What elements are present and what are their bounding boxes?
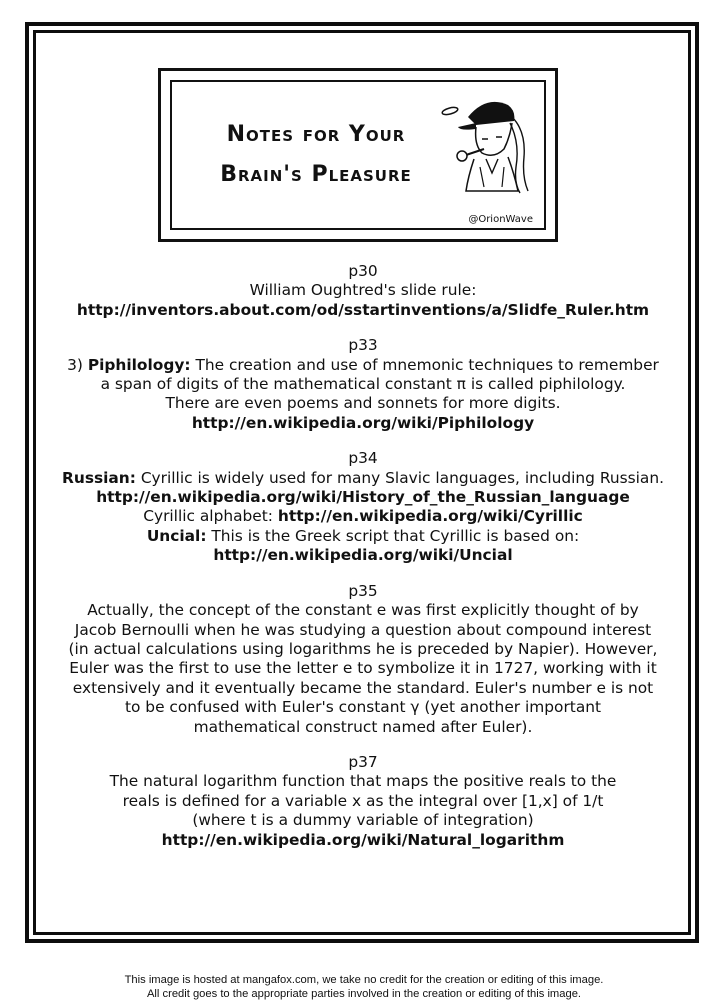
reference-link[interactable]: http://en.wikipedia.org/wiki/Uncial [213, 546, 513, 565]
term-label: Russian: [62, 468, 136, 487]
note-line [40, 488, 686, 507]
note-line [40, 601, 686, 620]
note-line [40, 507, 686, 526]
note-line [40, 772, 686, 791]
page-reference: p34 [348, 449, 378, 468]
note-section-p34 [40, 449, 686, 565]
note-line [40, 718, 686, 737]
note-text: (where t is a dummy variable of integration) [192, 811, 534, 830]
reference-link[interactable]: http://inventors.about.com/od/sstartinventions/a/Slidfe_Ruler.htm [76, 300, 650, 319]
note-text: to be confused with Euler's constant γ (yet another important [124, 698, 602, 717]
note-line [40, 414, 686, 433]
note-line [40, 792, 686, 811]
note-line [40, 469, 686, 488]
note-text: (in actual calculations using logarithms he is preceded by Napier). However, [68, 639, 658, 658]
note-line [40, 546, 686, 565]
note-text: reals is defined for a variable x as the integral over [1,x] of 1/t [122, 791, 604, 810]
note-text: William Oughtred's slide rule: [249, 281, 477, 300]
note-text: The creation and use of mnemonic techniques to remember [190, 355, 659, 374]
note-line [40, 301, 686, 320]
note-text: This is the Greek script that Cyrillic is based on: [206, 526, 580, 545]
note-line [40, 679, 686, 698]
term-label: Uncial: [146, 526, 207, 545]
note-text: Euler was the first to use the letter e to symbolize it in 1727, working with it [69, 659, 657, 678]
title-line-2: Brain's Pleasure [220, 162, 412, 187]
reference-link[interactable]: http://en.wikipedia.org/wiki/History_of_the_Russian_language [96, 488, 630, 507]
page-reference: p33 [348, 336, 378, 355]
title-line-1: Notes for Your [226, 122, 406, 147]
note-text: The natural logarithm function that maps the positive reals to the [109, 772, 617, 791]
note-line [40, 831, 686, 850]
page-title [201, 115, 431, 195]
footer-line-1: This image is hosted at mangafox.com, we take no credit for the creation or editing of this image. [124, 974, 604, 986]
mascot-illustration [428, 87, 533, 197]
artist-handle: @OrionWave [468, 214, 533, 225]
note-section-p35 [40, 582, 686, 737]
note-section-p30 [40, 262, 686, 320]
page-reference: p30 [348, 262, 378, 280]
page-reference: p35 [348, 581, 378, 600]
note-line [40, 811, 686, 830]
note-line [40, 375, 686, 394]
note-line [40, 621, 686, 640]
note-section-p33 [40, 336, 686, 433]
title-box [158, 68, 558, 242]
reference-link[interactable]: http://en.wikipedia.org/wiki/Cyrillic [277, 507, 583, 526]
page-reference: p37 [348, 752, 378, 771]
hosting-footer [0, 973, 728, 1001]
note-line [40, 659, 686, 678]
note-text: mathematical construct named after Euler). [193, 717, 533, 736]
term-label: Piphilology: [87, 355, 191, 374]
footer-line-2: All credit goes to the appropriate parties involved in the creation or editing of this image. [146, 988, 582, 1000]
note-line [40, 394, 686, 413]
note-text: Jacob Bernoulli when he was studying a question about compound interest [74, 620, 652, 639]
note-text: Cyrillic alphabet: [143, 507, 278, 526]
note-line [40, 698, 686, 717]
note-text: Actually, the concept of the constant e was first explicitly thought of by [87, 601, 639, 620]
reference-link[interactable]: http://en.wikipedia.org/wiki/Natural_logarithm [161, 830, 565, 849]
note-text: a span of digits of the mathematical constant π is called piphilology. [100, 375, 626, 394]
note-text: Cyrillic is widely used for many Slavic languages, including Russian. [135, 468, 664, 487]
note-text: There are even poems and sonnets for more digits. [165, 394, 561, 413]
note-section-p37 [40, 753, 686, 850]
note-line [40, 281, 686, 300]
note-text: 3) [67, 355, 88, 374]
reference-link[interactable]: http://en.wikipedia.org/wiki/Piphilology [191, 413, 535, 432]
note-text: extensively and it eventually became the standard. Euler's number e is not [72, 678, 654, 697]
notes-content [40, 262, 686, 866]
note-line [40, 527, 686, 546]
note-line [40, 640, 686, 659]
note-line [40, 356, 686, 375]
